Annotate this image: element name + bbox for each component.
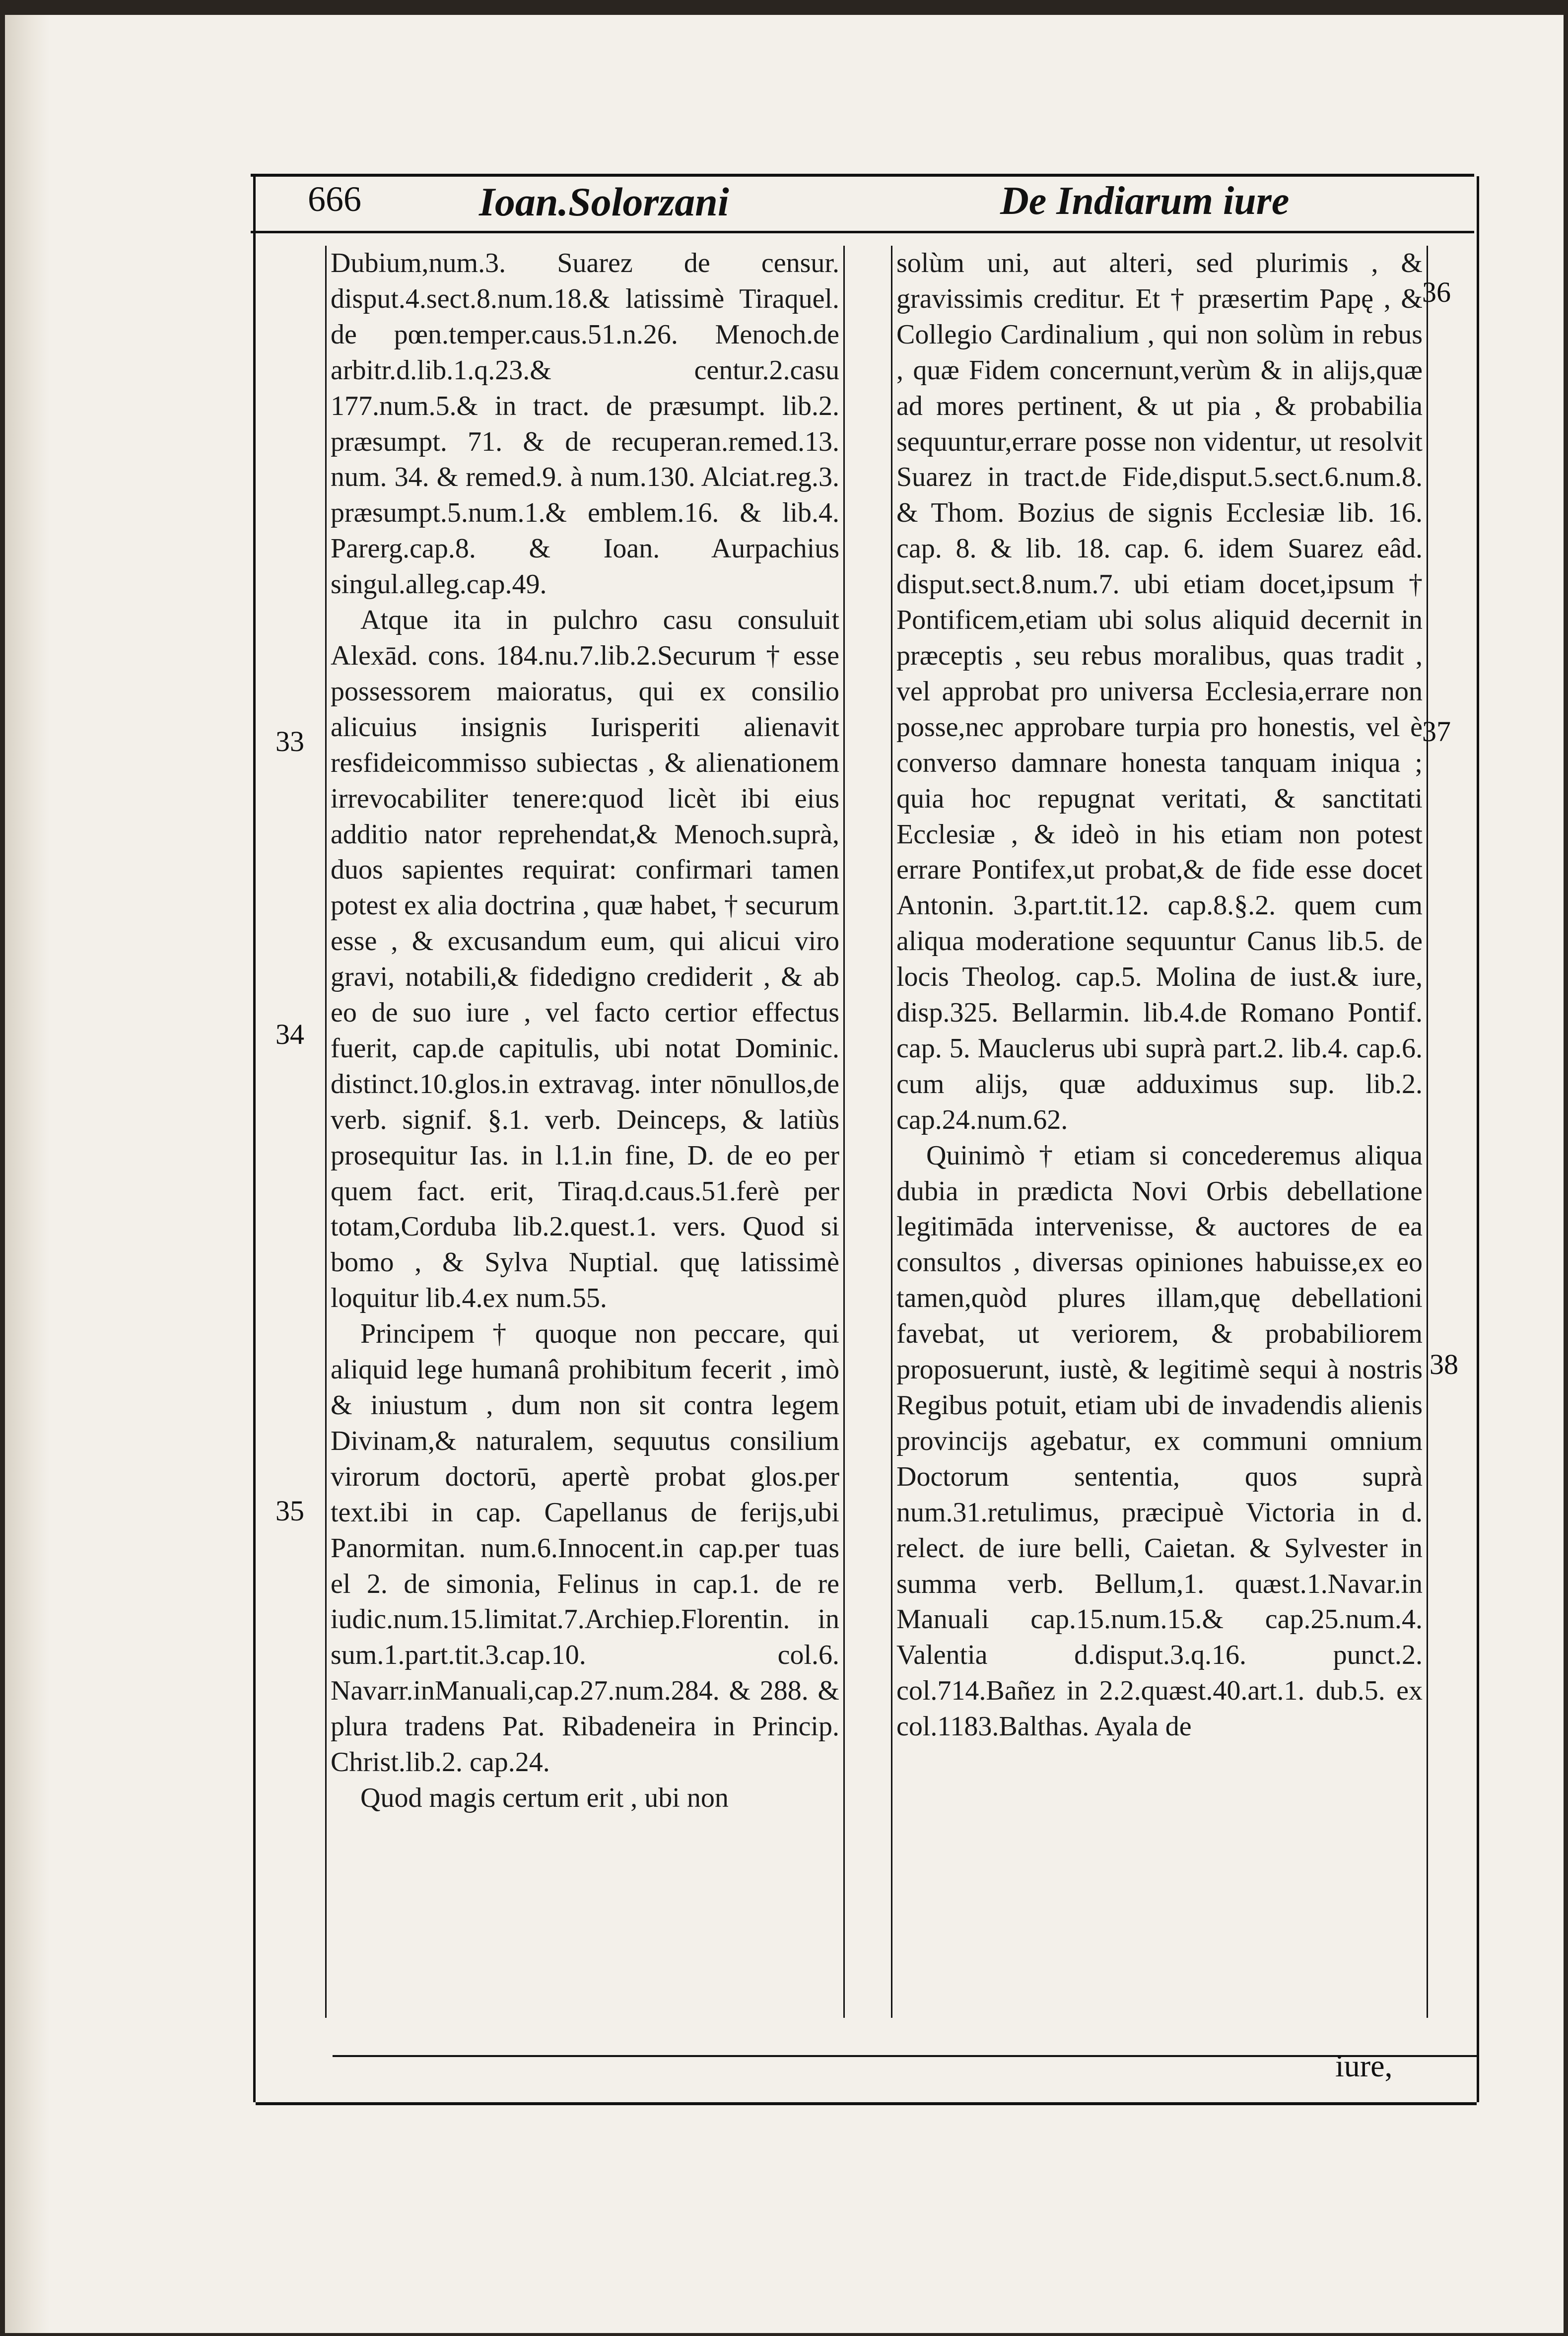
margin-number-38: 38 <box>1430 1348 1458 1380</box>
top-rule <box>251 174 1474 177</box>
right-paragraph-2: Quinimò † etiam si concederemus aliqua dubia in prædicta Novi Orbis debellatione legitimāda intervenisse, & auctores de ea consultos , diversas opiniones habuisse,ex eo tamen,quòd plures illam,quę debellationi favebat, ut veriorem, & probabiliorem proposuerunt, iustè, & legitimè sequi à nostris Regibus potuit, etiam ubi de invadendis alienis provincijs agebatur, ex communi omnium Doctorum sententia, quos suprà num.31.retulimus, præcipuè Victoria in d. relect. de iure belli, Caietan. & Sylvester in summa verb. Bellum,1. quæst.1.Navar.in Manuali cap.15.num.15.& cap.25.num.4. Valentia d.disput.3.q.16. punct.2. col.714.Bañez in 2.2.quæst.40.art.1. dub.5. ex col.1183.Balthas. Ayala de <box>896 1140 1423 1742</box>
left-column <box>325 246 845 2018</box>
right-paragraph-1: solùm uni, aut alteri, sed plurimis , & gravissimis creditur. Et † præsertim Papę , & Collegio Cardinalium , qui non solùm in rebus , quæ Fidem concernunt,verùm & in alijs,quæ ad mores pertinent, & ut pia , & probabilia sequuntur,errare posse non videntur, ut resolvit Suarez in tract.de Fide,disput.5.sect.6.num.8. & Thom. Bozius de signis Ecclesiæ lib. 16. cap. 8. & lib. 18. cap. 6. idem Suarez eâd. disput.sect.8.num.7. ubi etiam docet,ipsum † Pontificem,etiam ubi solus aliquid decernit in præceptis , seu rebus moralibus, quas tradit , vel approbat pro universa Ecclesia,errare non posse,nec approbare turpia pro honestis, vel è converso damnare honesta tanquam iniqua ; quia hoc repugnat veritati, & sanctitati Ecclesiæ , & ideò in his etiam non potest errare Pontifex,ut probat,& de fide esse docet Antonin. 3.part.tit.12. cap.8.§.2. quem cum aliqua moderatione sequuntur Canus lib.5. de locis Theolog. cap.5. Molina de iust.& iure, disp.325. Bellarmin. lib.4.de Romano Pontif. cap. 5. Mauclerus ubi suprà part.2. lib.4. cap.6. cum alijs, quæ adduximus sup. lib.2. cap.24.num.62. <box>896 248 1423 1135</box>
right-column <box>891 246 1428 2018</box>
frame-bottom-rule <box>256 2102 1477 2105</box>
text-bottom-rule <box>333 2055 1479 2057</box>
margin-number-36: 36 <box>1422 276 1451 308</box>
left-paragraph-2: Atque ita in pulchro casu consuluit Alexād. cons. 184.nu.7.lib.2.Securum † esse possessorem maioratus, qui ex consilio alicuius insignis Iurisperiti alienavit resfideicommisso subiectas , & alienationem irrevocabiliter tenere:quod licèt ibi eius additio nator reprehendat,& Menoch.suprà, duos sapientes requirat: confirmari tamen potest ex alia doctrina , quæ habet, † securum esse , & excusandum eum, qui alicui viro gravi, notabili,& fidedigno crediderit , & ab eo de suo iure , vel facto certior effectus fuerit, cap.de capitulis, ubi notat Dominic. distinct.10.glos.in extravag. inter nōnullos,de verb. signif. §.1. verb. Deinceps, & latiùs prosequitur Ias. in l.1.in fine, D. de eo per quem fact. erit, Tiraq.d.caus.51.ferè per totam,Corduba lib.2.quest.1. vers. Quod si bomo , & Sylva Nuptial. quę latissimè loquitur lib.4.ex num.55. <box>331 605 839 1314</box>
left-paragraph-3: Principem † quoque non peccare, qui aliquid lege humanâ prohibitum fecerit , imò & iniustum , dum non sit contra legem Divinam,& naturalem, sequutus consilium virorum doctorū, apertè probat glos.per text.ibi in cap. Capellanus de ferijs,ubi Panormitan. num.6.Innocent.in cap.per tuas el 2. de simonia, Felinus in cap.1. de re iudic.num.15.limitat.7.Archiep.Florentin. in sum.1.part.tit.3.cap.10. col.6. Navarr.inManuali,cap.27.num.284. & 288. & plura tradens Pat. Ribadeneira in Princip. Christ.lib.2. cap.24. <box>331 1318 839 1778</box>
left-paragraph-1: Dubium,num.3. Suarez de censur. disput.4.sect.8.num.18.& latissimè Tiraquel. de pœn.temper.caus.51.n.26. Menoch.de arbitr.d.lib.1.q.23.& centur.2.casu 177.num.5.& in tract. de præsumpt. lib.2. præsumpt. 71. & de recuperan.remed.13. num. 34. & remed.9. à num.130. Alciat.reg.3. præsumpt.5.num.1.& emblem.16. & lib.4. Parerg.cap.8. & Ioan. Aurpachius singul.alleg.cap.49. <box>331 248 839 600</box>
margin-number-37: 37 <box>1422 715 1451 748</box>
page-number: 666 <box>308 179 361 219</box>
header-rule <box>251 231 1474 233</box>
catchword: iure, <box>1335 2048 1393 2083</box>
margin-number-33: 33 <box>275 725 304 757</box>
running-head-author: Ioan.Solorzani <box>479 179 729 224</box>
gutter-shadow <box>5 15 50 2333</box>
left-paragraph-4: Quod magis certum erit , ubi non <box>360 1782 729 1813</box>
margin-number-34: 34 <box>275 1018 304 1050</box>
margin-number-35: 35 <box>275 1495 304 1527</box>
running-head-title: De Indiarum iure <box>1000 179 1290 223</box>
